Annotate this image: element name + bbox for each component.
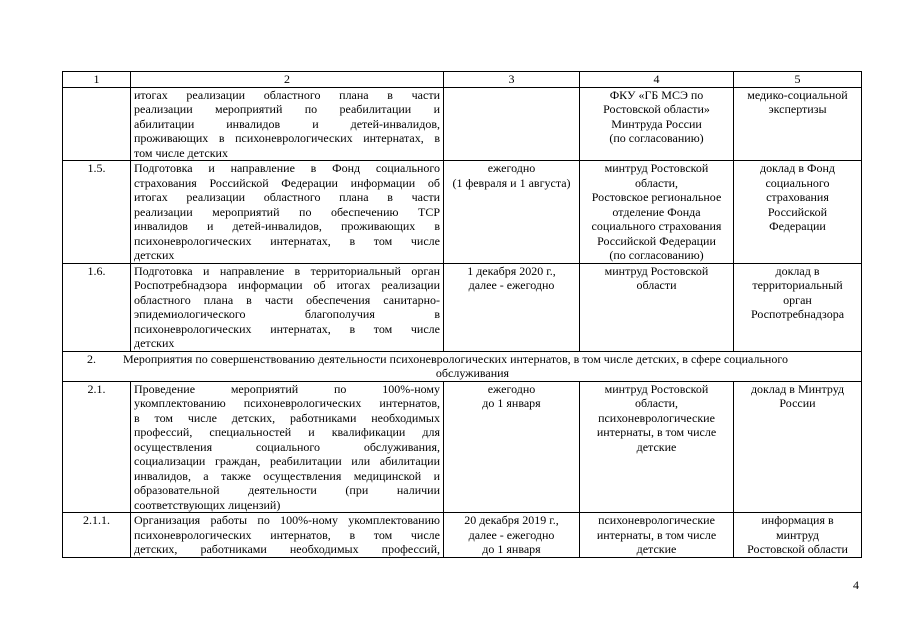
- table-row: [63, 513, 862, 558]
- item-description: Подготовка и направление в территориальный орган Роспотребнадзора информации об итогах реализации областного плана в части обеспечения санитарно- эпидемиологического благополучия в психоневрологических интернатах, в том числе детских: [131, 263, 444, 351]
- item-term: 1 декабря 2020 г., далее - ежегодно: [444, 263, 580, 351]
- column-header: 2: [131, 72, 444, 88]
- item-number: 2.1.: [63, 381, 131, 513]
- section-title-line: Мероприятия по совершенствованию деятельности психоневрологических интернатов, в том числе детских, в сфере социального: [123, 351, 788, 366]
- item-executor: ФКУ «ГБ МСЭ по Ростовской области» Минтруда России (по согласованию): [580, 87, 734, 161]
- section-number: 2.: [87, 351, 96, 366]
- column-header: 1: [63, 72, 131, 88]
- item-executor: минтруд Ростовской области, Ростовское региональное отделение Фонда социального страхования Российской Федерации (по согласованию): [580, 161, 734, 264]
- column-header: 3: [444, 72, 580, 88]
- item-description: Подготовка и направление в Фонд социального страхования Российской Федерации информации об итогах реализации областного плана в части реализации мероприятий по обеспечению ТСР инвалидов и детей-инвалидов, проживающих в психоневрологических интернатах, в том числе детских: [131, 161, 444, 264]
- item-executor: минтруд Ростовской области: [580, 263, 734, 351]
- item-term: ежегодно до 1 января: [444, 381, 580, 513]
- item-result: доклад в территориальный орган Роспотребнадзора: [734, 263, 862, 351]
- table-row: [63, 87, 862, 161]
- item-description: Организация работы по 100%-ному укомплектованию психоневрологических интернатов, в том числе детских, работниками необходимых профессий,: [131, 513, 444, 558]
- table-row: [63, 381, 862, 513]
- item-description: итогах реализации областного плана в части реализации мероприятий по реабилитации и абилитации инвалидов и детей-инвалидов, проживающих в психоневрологических интернатах, в том числе детских: [131, 87, 444, 161]
- section-row: [63, 351, 862, 381]
- plan-table: [62, 71, 862, 558]
- item-number: 1.6.: [63, 263, 131, 351]
- item-result: доклад в Минтруд России: [734, 381, 862, 513]
- column-header: 5: [734, 72, 862, 88]
- table-header-row: [63, 72, 862, 88]
- item-number: 2.1.1.: [63, 513, 131, 558]
- item-result: медико-социальной экспертизы: [734, 87, 862, 161]
- item-term: [444, 87, 580, 161]
- item-number: 1.5.: [63, 161, 131, 264]
- section-title-line: обслуживания: [435, 366, 510, 380]
- item-description: Проведение мероприятий по 100%-ному укомплектованию психоневрологических интернатов, в том числе детских, работниками необходимых профессий, специальностей и квалификации для осуществления социального обслуживания, социализации граждан, реабилитации или абилитации инвалидов, а также осуществления медицинской и образовательной деятельности (при наличии соответствующих лицензий): [131, 381, 444, 513]
- page-number: 4: [853, 578, 859, 592]
- item-result: информация в минтруд Ростовской области: [734, 513, 862, 558]
- item-executor: минтруд Ростовской области, психоневрологические интернаты, в том числе детские: [580, 381, 734, 513]
- table-row: [63, 161, 862, 264]
- item-term: 20 декабря 2019 г., далее - ежегодно до 1 января: [444, 513, 580, 558]
- item-term: ежегодно (1 февраля и 1 августа): [444, 161, 580, 264]
- column-header: 4: [580, 72, 734, 88]
- item-number: [63, 87, 131, 161]
- item-executor: психоневрологические интернаты, в том числе детские: [580, 513, 734, 558]
- table-row: [63, 263, 862, 351]
- section-heading: [63, 351, 862, 381]
- item-result: доклад в Фонд социального страхования Российской Федерации: [734, 161, 862, 264]
